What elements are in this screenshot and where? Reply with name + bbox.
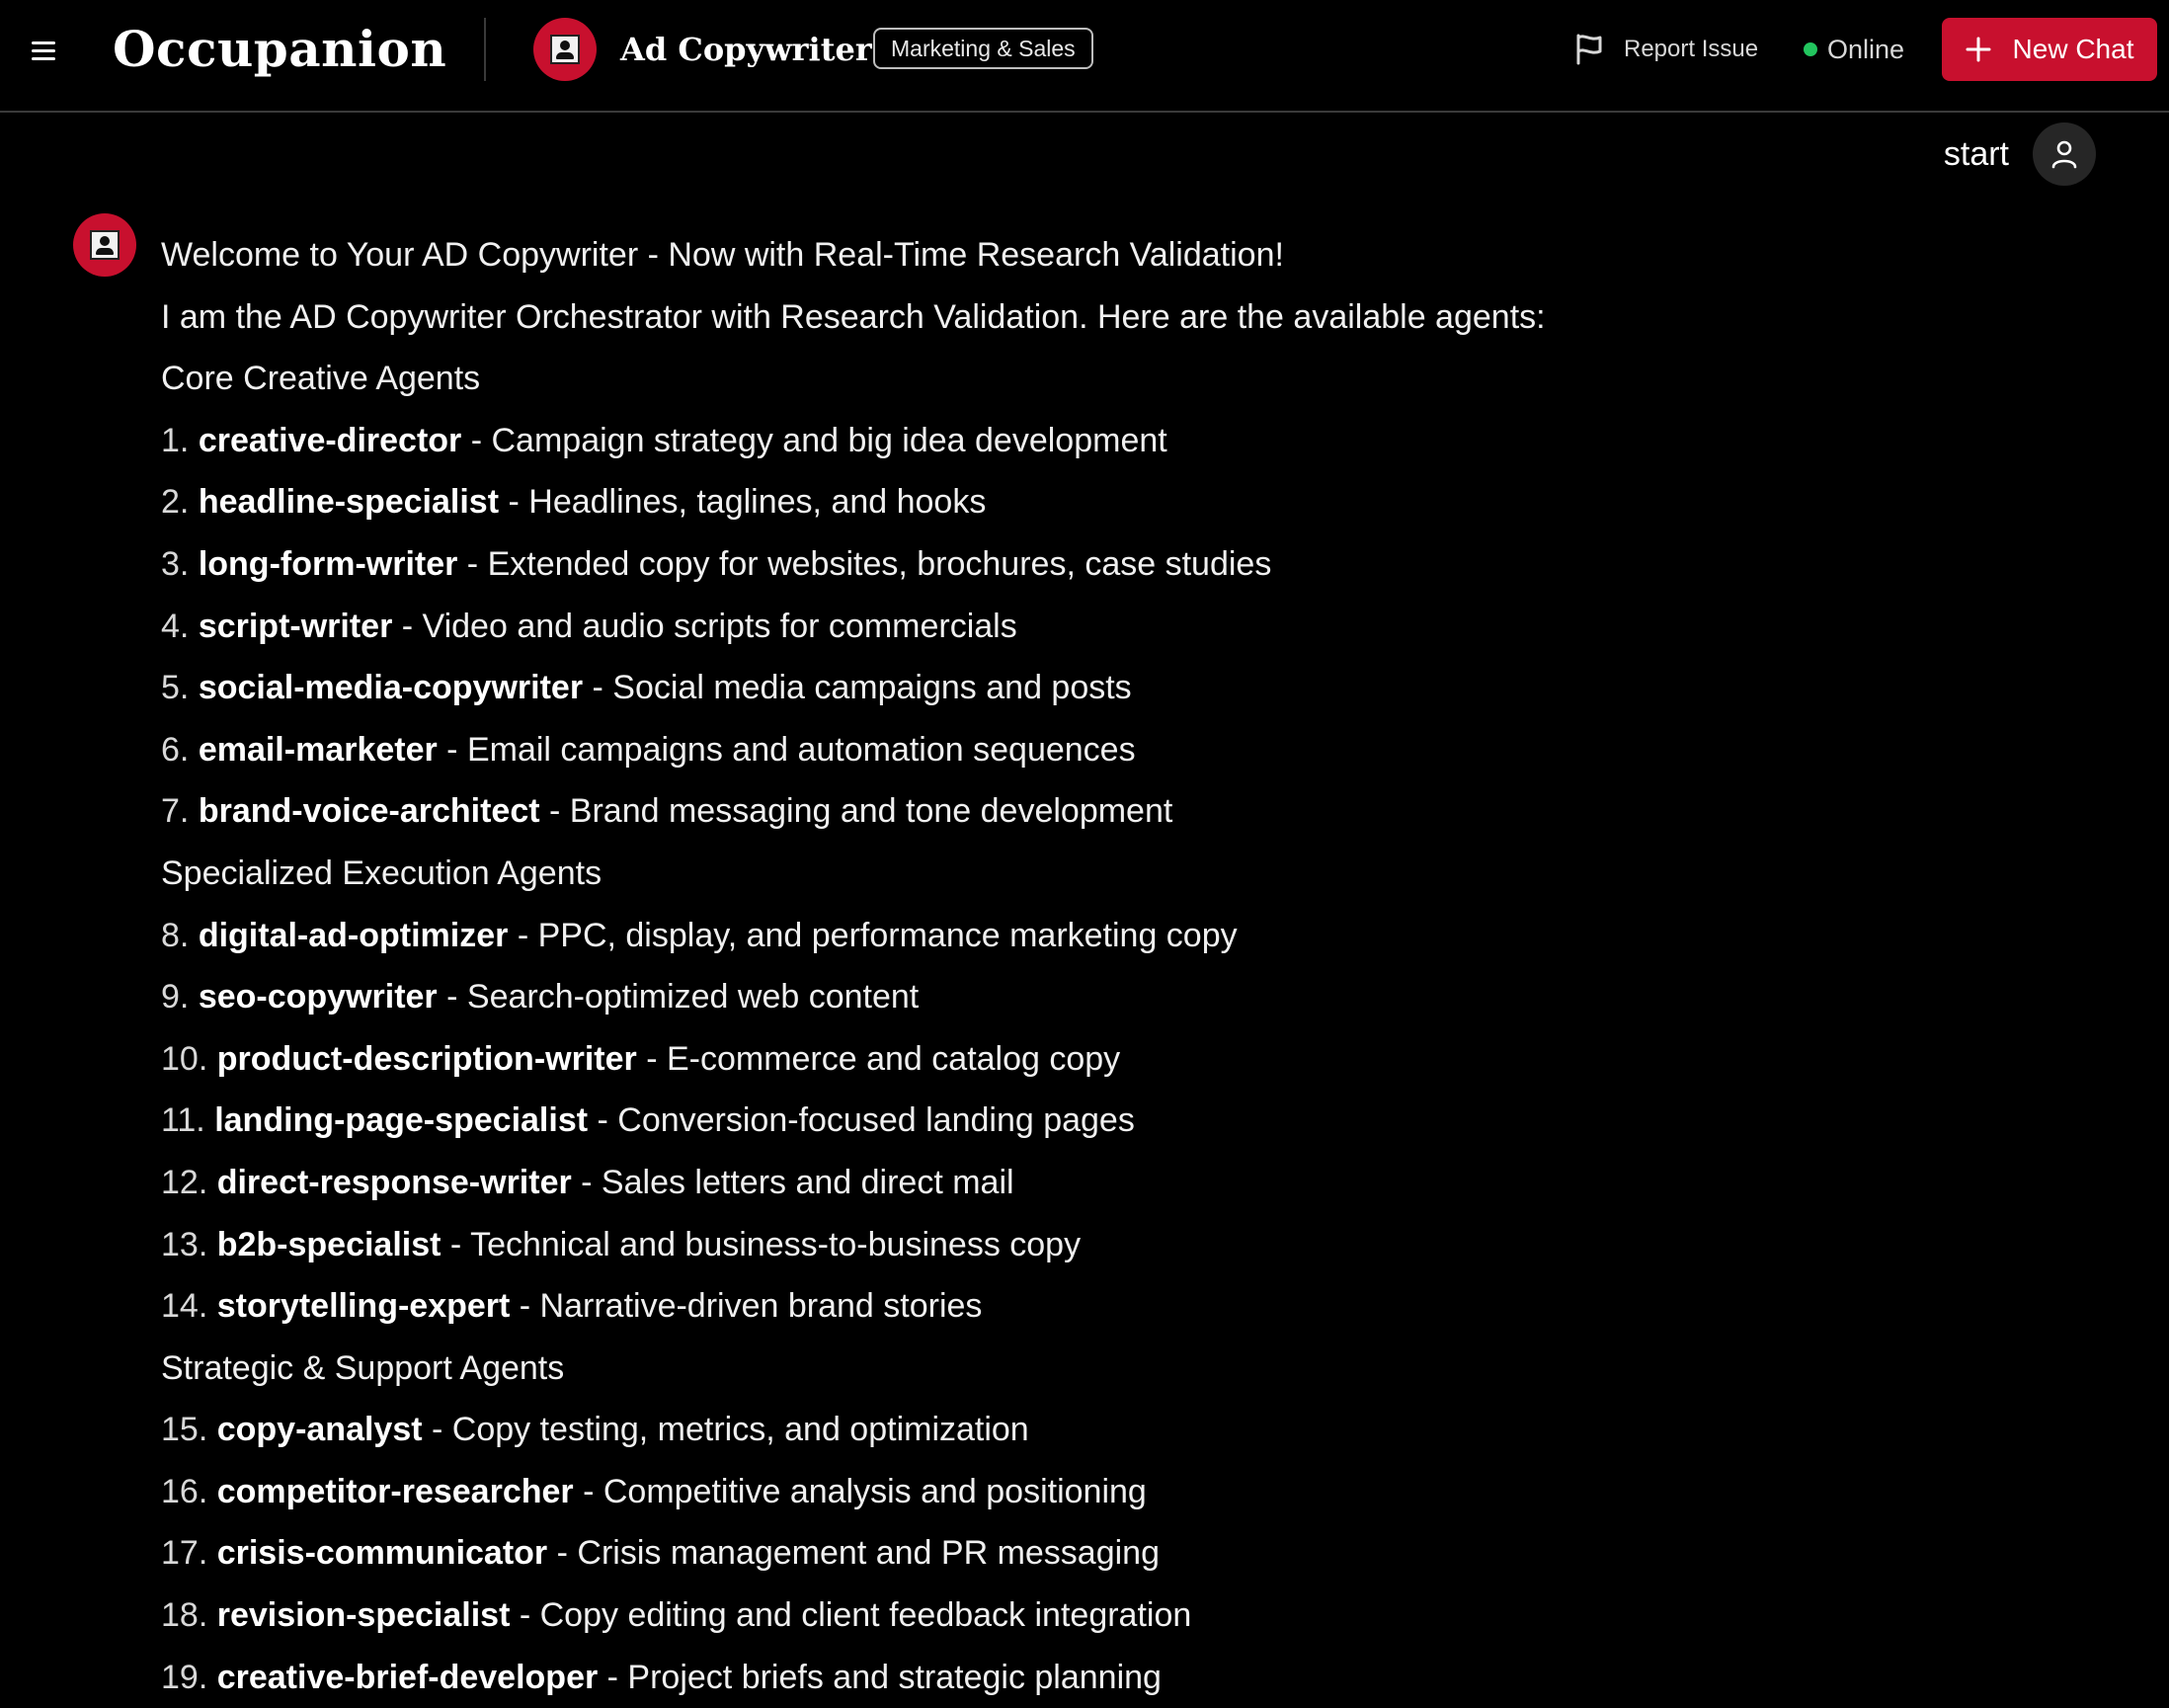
agent-list-item xyxy=(161,1028,2097,1091)
agent-number: 5. xyxy=(161,669,190,707)
agent-description: - Search-optimized web content xyxy=(437,978,920,1017)
agent-list-item xyxy=(161,1585,2097,1647)
status-label: Online xyxy=(1827,34,1905,64)
agent-number: 7. xyxy=(161,792,190,831)
agent-name: competitor-researcher xyxy=(216,1472,574,1510)
agent-name: revision-specialist xyxy=(216,1596,511,1635)
agent-list-item xyxy=(161,1214,2097,1276)
bot-avatar-icon xyxy=(73,213,136,277)
header-divider xyxy=(484,18,486,81)
agent-name: product-description-writer xyxy=(216,1039,637,1078)
section-title: Core Creative Agents xyxy=(161,360,481,398)
user-message xyxy=(1944,122,2096,186)
agent-description: - Project briefs and strategic planning xyxy=(598,1658,1162,1696)
agent-list-item xyxy=(161,471,2097,533)
menu-icon[interactable] xyxy=(30,36,61,67)
agent-list-item xyxy=(161,1152,2097,1214)
flag-icon xyxy=(1574,34,1604,65)
agent-list-item xyxy=(161,1461,2097,1523)
agent-number: 8. xyxy=(161,916,190,954)
agent-name: digital-ad-optimizer xyxy=(198,916,509,954)
user-avatar xyxy=(2033,122,2096,186)
agent-description: - Crisis management and PR messaging xyxy=(547,1534,1160,1573)
agent-number: 1. xyxy=(161,421,190,459)
message-subtitle: I am the AD Copywriter Orchestrator with Research Validation. Here are the available agents: xyxy=(161,297,1546,336)
agent-number: 6. xyxy=(161,730,190,769)
agent-list-item xyxy=(161,657,2097,719)
status-indicator xyxy=(1804,30,1904,69)
agent-description: - Copy editing and client feedback integration xyxy=(510,1596,1192,1635)
agent-name: script-writer xyxy=(198,607,393,645)
agent-name: seo-copywriter xyxy=(198,978,438,1017)
agent-avatar-icon xyxy=(533,18,597,81)
agent-number: 11. xyxy=(161,1101,205,1140)
agent-description: - Copy testing, metrics, and optimization xyxy=(422,1411,1029,1449)
agent-list-item xyxy=(161,1647,2097,1708)
agent-number: 15. xyxy=(161,1411,208,1449)
agent-list-item xyxy=(161,966,2097,1028)
agent-name: email-marketer xyxy=(198,730,438,769)
agent-list-item xyxy=(161,1090,2097,1152)
agent-number: 17. xyxy=(161,1534,208,1573)
agent-number: 9. xyxy=(161,978,190,1017)
agent-description: - Brand messaging and tone development xyxy=(539,792,1173,831)
category-badge: Marketing & Sales xyxy=(873,28,1093,69)
agent-number: 13. xyxy=(161,1225,208,1263)
report-issue-button[interactable] xyxy=(1574,30,1758,69)
agent-number: 18. xyxy=(161,1596,208,1635)
agent-number: 14. xyxy=(161,1287,208,1326)
agent-name: social-media-copywriter xyxy=(198,669,584,707)
new-chat-button[interactable] xyxy=(1942,18,2157,81)
agent-description: - Technical and business-to-business copy xyxy=(441,1225,1082,1263)
agent-description: - Extended copy for websites, brochures, case studies xyxy=(457,544,1272,583)
agent-list-item xyxy=(161,1275,2097,1338)
brand-logo[interactable]: Occupanion xyxy=(113,20,447,78)
message-intro: Welcome to Your AD Copywriter - Now with Real-Time Research Validation! xyxy=(161,236,1284,274)
agent-description: - Conversion-focused landing pages xyxy=(588,1101,1135,1140)
agent-description: - Social media campaigns and posts xyxy=(583,669,1132,707)
agent-name: b2b-specialist xyxy=(216,1225,442,1263)
user-message-text: start xyxy=(1943,134,2009,173)
user-icon xyxy=(2050,139,2078,169)
agent-list-item xyxy=(161,596,2097,658)
agent-name: crisis-communicator xyxy=(216,1534,548,1573)
agent-list-item xyxy=(161,1522,2097,1585)
agent-name: long-form-writer xyxy=(198,544,458,583)
agent-number: 2. xyxy=(161,483,190,522)
agent-list-item xyxy=(161,719,2097,781)
agent-description: - Sales letters and direct mail xyxy=(571,1163,1014,1201)
agent-number: 19. xyxy=(161,1658,208,1696)
agent-name: copy-analyst xyxy=(216,1411,423,1449)
agent-description: - PPC, display, and performance marketing copy xyxy=(508,916,1238,954)
agent-number: 12. xyxy=(161,1163,208,1201)
agent-name: direct-response-writer xyxy=(216,1163,572,1201)
agent-number: 3. xyxy=(161,544,190,583)
agent-list-item xyxy=(161,905,2097,967)
status-dot-icon xyxy=(1804,42,1817,56)
agent-description: - Competitive analysis and positioning xyxy=(573,1472,1147,1510)
agent-name: creative-brief-developer xyxy=(216,1658,599,1696)
agent-description: - Email campaigns and automation sequences xyxy=(437,730,1136,769)
new-chat-label: New Chat xyxy=(2012,34,2134,64)
agent-name: brand-voice-architect xyxy=(198,792,540,831)
bot-message xyxy=(161,224,2097,1708)
section-title: Specialized Execution Agents xyxy=(161,854,602,892)
section-title: Strategic & Support Agents xyxy=(161,1348,565,1387)
agent-number: 10. xyxy=(161,1039,208,1078)
agent-name: storytelling-expert xyxy=(216,1287,511,1326)
plus-icon xyxy=(1966,37,1991,62)
agent-description: - Headlines, taglines, and hooks xyxy=(499,483,987,522)
agent-name: landing-page-specialist xyxy=(214,1101,589,1140)
agent-list-item xyxy=(161,410,2097,472)
agent-description: - Video and audio scripts for commercials xyxy=(392,607,1017,645)
agent-title: Ad Copywriter xyxy=(620,31,872,68)
agent-name: headline-specialist xyxy=(198,483,500,522)
agent-list-item xyxy=(161,1399,2097,1461)
agent-description: - Campaign strategy and big idea development xyxy=(461,421,1167,459)
top-header xyxy=(0,0,2169,113)
agent-number: 16. xyxy=(161,1472,208,1510)
agent-description: - E-commerce and catalog copy xyxy=(636,1039,1121,1078)
agent-description: - Narrative-driven brand stories xyxy=(510,1287,983,1326)
agent-list-item xyxy=(161,780,2097,843)
agent-list-item xyxy=(161,533,2097,596)
agent-name: creative-director xyxy=(198,421,462,459)
report-issue-label: Report Issue xyxy=(1624,36,1759,62)
agent-number: 4. xyxy=(161,607,190,645)
